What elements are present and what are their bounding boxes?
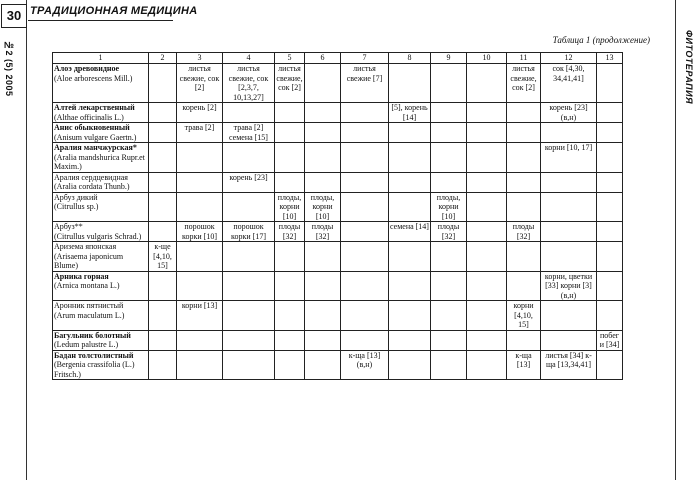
table-cell bbox=[389, 350, 431, 380]
journal-title: ТРАДИЦИОННАЯ МЕДИЦИНА bbox=[30, 5, 198, 17]
table-cell bbox=[177, 271, 223, 301]
table-cell: побег и [34] bbox=[597, 330, 623, 350]
table-cell: плоды [32] bbox=[275, 222, 305, 242]
table-cell bbox=[305, 301, 341, 331]
table-cell bbox=[149, 330, 177, 350]
plant-latin-name: (Aralia mandshurica Rupr.et Maxim.) bbox=[54, 152, 145, 171]
table-cell bbox=[275, 143, 305, 173]
table-cell bbox=[467, 143, 507, 173]
table-cell bbox=[149, 172, 177, 192]
table-row bbox=[53, 64, 623, 103]
plant-name: Аралия сердцевидная bbox=[54, 172, 128, 182]
plant-latin-name: (Anisum vulgare Gaertn.) bbox=[54, 132, 137, 142]
table-cell bbox=[467, 123, 507, 143]
plant-name-cell bbox=[53, 222, 149, 242]
column-header: 7 bbox=[341, 53, 389, 64]
table-cell: плоды, корни [10] bbox=[305, 192, 341, 222]
table-cell bbox=[389, 271, 431, 301]
table-cell: листья свежие, сок [2] bbox=[507, 64, 541, 103]
table-cell: плоды [32] bbox=[305, 222, 341, 242]
table-cell bbox=[467, 172, 507, 192]
table-cell: корни [4,10, 15] bbox=[507, 301, 541, 331]
table-row bbox=[53, 192, 623, 222]
table-cell bbox=[507, 123, 541, 143]
table-cell bbox=[341, 222, 389, 242]
plant-name: Бадан толстолистный bbox=[54, 350, 134, 360]
table-cell bbox=[223, 103, 275, 123]
table-cell bbox=[149, 350, 177, 380]
table-cell bbox=[431, 301, 467, 331]
table-cell bbox=[541, 242, 597, 272]
table-cell bbox=[507, 143, 541, 173]
table-cell: корни, цветки [33] корни [3] (в,н) bbox=[541, 271, 597, 301]
plant-name: Арника горная bbox=[54, 271, 109, 281]
table-cell bbox=[541, 330, 597, 350]
table-cell bbox=[223, 301, 275, 331]
table-cell bbox=[541, 301, 597, 331]
table-cell bbox=[507, 192, 541, 222]
plant-name: Аризема японская bbox=[54, 242, 117, 251]
plant-latin-name: (Arum maculatum L.) bbox=[54, 310, 125, 320]
table-cell bbox=[149, 143, 177, 173]
table-cell: плоды [32] bbox=[431, 222, 467, 242]
table-cell bbox=[541, 172, 597, 192]
plant-name-cell bbox=[53, 64, 149, 103]
table-cell bbox=[341, 301, 389, 331]
table-cell bbox=[275, 123, 305, 143]
table-cell bbox=[389, 143, 431, 173]
table-cell: листья свежие, сок [2] bbox=[177, 64, 223, 103]
table-cell: листья свежие [7] bbox=[341, 64, 389, 103]
table-cell bbox=[305, 172, 341, 192]
table-cell bbox=[305, 103, 341, 123]
plant-name: Анис обыкновенный bbox=[54, 123, 130, 132]
table-cell: к-ще [4,10, 15] bbox=[149, 242, 177, 272]
plant-name-cell bbox=[53, 143, 149, 173]
table-cell bbox=[275, 350, 305, 380]
table-cell bbox=[305, 123, 341, 143]
plant-name-cell bbox=[53, 103, 149, 123]
column-header: 6 bbox=[305, 53, 341, 64]
table-row bbox=[53, 172, 623, 192]
column-header: 4 bbox=[223, 53, 275, 64]
right-margin-bar bbox=[675, 0, 700, 480]
table-cell bbox=[149, 271, 177, 301]
table-cell bbox=[467, 350, 507, 380]
table-cell bbox=[177, 172, 223, 192]
plant-latin-name: (Citrullus vulgaris Schrad.) bbox=[54, 231, 142, 241]
table-cell bbox=[223, 192, 275, 222]
table-cell: трава [2] семена [15] bbox=[223, 123, 275, 143]
table-cell bbox=[431, 172, 467, 192]
table-cell bbox=[305, 271, 341, 301]
table-cell bbox=[431, 64, 467, 103]
table-cell: листья [34] к-ща [13,34,41] bbox=[541, 350, 597, 380]
table-cell bbox=[431, 330, 467, 350]
table-cell bbox=[275, 172, 305, 192]
table-cell bbox=[305, 350, 341, 380]
column-header: 11 bbox=[507, 53, 541, 64]
table-row bbox=[53, 271, 623, 301]
table-cell: плоды [32] bbox=[507, 222, 541, 242]
table-cell bbox=[467, 271, 507, 301]
header-rule bbox=[28, 20, 173, 21]
page-number: 30 bbox=[1, 4, 27, 28]
plant-latin-name: (Arisaema japonicum Blume) bbox=[54, 251, 124, 270]
table-cell bbox=[597, 242, 623, 272]
table-row bbox=[53, 123, 623, 143]
table-cell: семена [14] bbox=[389, 222, 431, 242]
table-cell: корень [2] bbox=[177, 103, 223, 123]
table-cell bbox=[431, 123, 467, 143]
column-header: 1 bbox=[53, 53, 149, 64]
table-cell bbox=[149, 103, 177, 123]
table-cell: сок [4,30, 34,41,41] bbox=[541, 64, 597, 103]
table-cell bbox=[149, 123, 177, 143]
table-cell bbox=[177, 350, 223, 380]
table-cell: [5], корень [14] bbox=[389, 103, 431, 123]
table-cell bbox=[149, 222, 177, 242]
table-cell bbox=[341, 123, 389, 143]
table-cell bbox=[507, 271, 541, 301]
column-header: 10 bbox=[467, 53, 507, 64]
table-caption: Таблица 1 (продолжение) bbox=[552, 35, 650, 45]
table-cell bbox=[541, 222, 597, 242]
table-cell bbox=[177, 330, 223, 350]
plant-name: Арбуз** bbox=[54, 222, 83, 231]
table-header-row bbox=[53, 53, 623, 64]
plant-name: Багульник болотный bbox=[54, 330, 131, 340]
plant-latin-name: (Aloe arborescens Mill.) bbox=[54, 73, 133, 83]
plant-latin-name: (Aralia cordata Thunb.) bbox=[54, 182, 130, 191]
table-cell bbox=[275, 330, 305, 350]
table-cell bbox=[389, 301, 431, 331]
table-cell bbox=[431, 103, 467, 123]
table-row bbox=[53, 350, 623, 380]
plant-latin-name: (Ledum palustre L.) bbox=[54, 340, 119, 349]
column-header: 8 bbox=[389, 53, 431, 64]
table-cell bbox=[223, 330, 275, 350]
table-cell bbox=[597, 350, 623, 380]
plant-latin-name: (Althae officinalis L.) bbox=[54, 112, 124, 122]
column-header: 5 bbox=[275, 53, 305, 64]
table-row bbox=[53, 103, 623, 123]
table-cell bbox=[389, 123, 431, 143]
table-cell bbox=[223, 350, 275, 380]
column-header: 9 bbox=[431, 53, 467, 64]
plant-name: Алтей лекарственный bbox=[54, 103, 135, 112]
table-cell bbox=[341, 192, 389, 222]
table-cell bbox=[305, 330, 341, 350]
table-cell bbox=[305, 64, 341, 103]
column-header: 13 bbox=[597, 53, 623, 64]
table-cell bbox=[467, 103, 507, 123]
table-cell bbox=[223, 242, 275, 272]
table-cell bbox=[507, 330, 541, 350]
table-cell bbox=[177, 242, 223, 272]
table-row bbox=[53, 242, 623, 272]
table-cell bbox=[149, 64, 177, 103]
table-cell bbox=[597, 103, 623, 123]
plant-name-cell bbox=[53, 172, 149, 192]
table-cell bbox=[431, 350, 467, 380]
table-cell: трава [2] bbox=[177, 123, 223, 143]
table-cell: листья свежие, сок [2,3,7, 10,13,27] bbox=[223, 64, 275, 103]
table-cell bbox=[467, 242, 507, 272]
plant-name-cell bbox=[53, 330, 149, 350]
table-cell bbox=[341, 103, 389, 123]
plant-latin-name: (Citrullus sp.) bbox=[54, 202, 99, 211]
column-header: 3 bbox=[177, 53, 223, 64]
table-cell bbox=[341, 242, 389, 272]
left-margin-bar bbox=[0, 0, 27, 480]
table-cell bbox=[467, 330, 507, 350]
table-cell: плоды, корни [10] bbox=[275, 192, 305, 222]
table-cell bbox=[597, 271, 623, 301]
column-header: 2 bbox=[149, 53, 177, 64]
table-cell bbox=[507, 103, 541, 123]
table-cell: к-ща [13] bbox=[507, 350, 541, 380]
table-cell bbox=[597, 64, 623, 103]
table-cell bbox=[597, 222, 623, 242]
table-cell: листья свежие, сок [2] bbox=[275, 64, 305, 103]
table-cell bbox=[597, 123, 623, 143]
table-cell bbox=[341, 330, 389, 350]
table-cell bbox=[541, 123, 597, 143]
plant-name-cell bbox=[53, 301, 149, 331]
plant-name: Аронник пятнистый bbox=[54, 301, 124, 310]
table-cell bbox=[467, 222, 507, 242]
table-cell bbox=[467, 192, 507, 222]
table-cell bbox=[305, 143, 341, 173]
issue-label: №2 (5) 2005 bbox=[4, 40, 14, 97]
table-cell bbox=[275, 103, 305, 123]
table-cell bbox=[149, 301, 177, 331]
table-cell bbox=[431, 271, 467, 301]
table-row bbox=[53, 301, 623, 331]
table-cell bbox=[275, 242, 305, 272]
table-row bbox=[53, 222, 623, 242]
table-cell bbox=[597, 143, 623, 173]
plant-name-cell bbox=[53, 350, 149, 380]
table-cell bbox=[597, 301, 623, 331]
table-cell bbox=[223, 143, 275, 173]
plant-latin-name: (Bergenia crassifolia (L.) Fritsch.) bbox=[54, 360, 135, 379]
table-cell bbox=[431, 242, 467, 272]
plant-name-cell bbox=[53, 271, 149, 301]
table-cell bbox=[389, 172, 431, 192]
table-row bbox=[53, 330, 623, 350]
table-cell bbox=[275, 301, 305, 331]
table-cell bbox=[223, 271, 275, 301]
table-cell: корни [10, 17] bbox=[541, 143, 597, 173]
table-cell: корень [23] bbox=[223, 172, 275, 192]
table-cell bbox=[149, 192, 177, 222]
section-label: ФИТОТЕРАПИЯ bbox=[684, 30, 694, 105]
table-cell bbox=[507, 172, 541, 192]
table-cell bbox=[597, 192, 623, 222]
plant-name: Аралия манчжурская* bbox=[54, 143, 137, 152]
table-cell: к-ща [13] (в,н) bbox=[341, 350, 389, 380]
table-cell bbox=[389, 64, 431, 103]
table-cell bbox=[177, 143, 223, 173]
data-table bbox=[52, 52, 623, 380]
table-cell bbox=[275, 271, 305, 301]
table-cell bbox=[177, 192, 223, 222]
table-cell bbox=[507, 242, 541, 272]
table-cell bbox=[467, 301, 507, 331]
table-cell bbox=[389, 330, 431, 350]
column-header: 12 bbox=[541, 53, 597, 64]
table-cell bbox=[341, 172, 389, 192]
table-row bbox=[53, 143, 623, 173]
table-cell: корни [13] bbox=[177, 301, 223, 331]
plant-name-cell bbox=[53, 242, 149, 272]
table-cell bbox=[305, 242, 341, 272]
table-body bbox=[53, 64, 623, 380]
table-cell bbox=[431, 143, 467, 173]
table-cell: порошок корки [17] bbox=[223, 222, 275, 242]
table-cell bbox=[467, 64, 507, 103]
table-cell bbox=[541, 192, 597, 222]
table-cell: порошок корки [10] bbox=[177, 222, 223, 242]
table-cell bbox=[389, 192, 431, 222]
table-cell: плоды, корни [10] bbox=[431, 192, 467, 222]
plant-name-cell bbox=[53, 123, 149, 143]
plant-name: Алоэ древовидное bbox=[54, 64, 120, 73]
table-cell bbox=[389, 242, 431, 272]
table-cell bbox=[597, 172, 623, 192]
table-cell bbox=[341, 271, 389, 301]
plant-name: Арбуз дикий bbox=[54, 192, 98, 202]
table-cell: корень [23] (в,н) bbox=[541, 103, 597, 123]
table-cell bbox=[341, 143, 389, 173]
plant-name-cell bbox=[53, 192, 149, 222]
plant-latin-name: (Arnica montana L.) bbox=[54, 281, 120, 290]
